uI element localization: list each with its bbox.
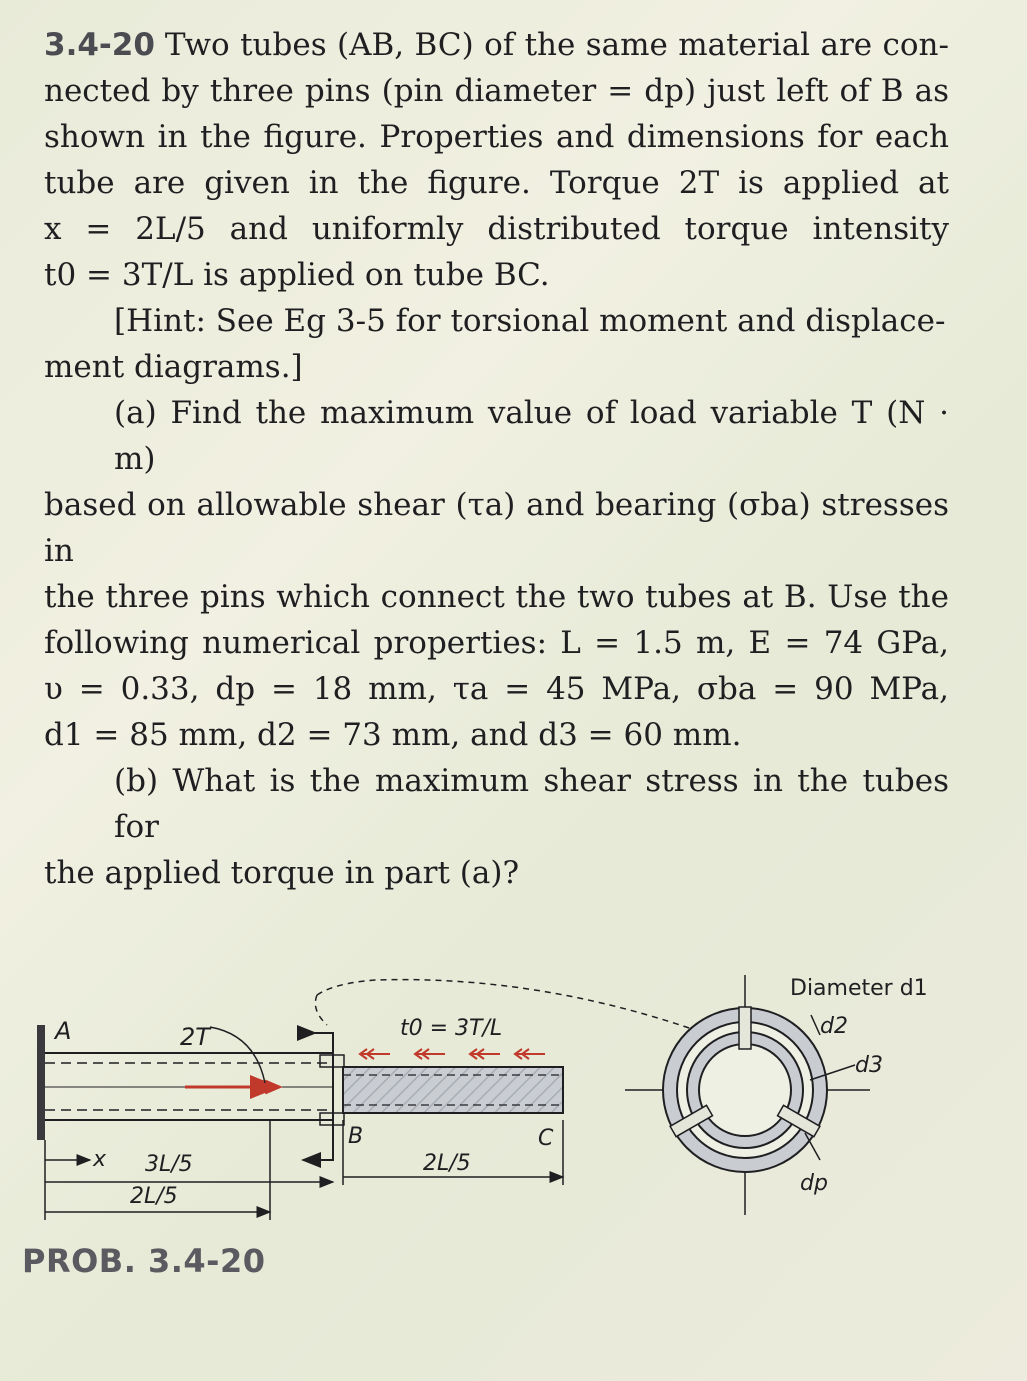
problem-line-1: 3.4-20 Two tubes (AB, BC) of the same material are con- [44,27,949,63]
part-b-line-2: the applied torque in part (a)? [44,855,520,891]
dim-3l5: 3L/5 [145,1152,193,1177]
part-a-line-2: based on allowable shear (τa) and bearing (σba) stresses in [44,487,949,569]
figure-svg [15,955,1015,1275]
label-diameter-d1: Diameter d1 [790,976,928,1001]
problem-line-3: shown in the figure. Properties and dimensions for each [44,119,949,155]
hint-line-2: ment diagrams.] [44,349,303,385]
label-2t: 2T [180,1023,210,1051]
dim-2l5-ab: 2L/5 [130,1184,178,1209]
section-leader [317,980,695,1030]
problem-line-5: x = 2L/5 and uniformly distributed torque intensity [44,211,949,247]
cross-section [625,975,870,1215]
tube-bc [343,1067,563,1113]
label-x: x [93,1147,107,1172]
figure [15,955,1015,1275]
label-d2: d2 [820,1014,848,1039]
dimension-lines [45,1120,563,1220]
section-cut-bottom [303,1120,333,1160]
part-b-line-1: (b) What is the maximum shear stress in the tubes for [114,763,949,845]
label-a: A [55,1017,72,1045]
problem-line-4: tube are given in the figure. Torque 2T is applied at [44,165,949,201]
problem-statement [44,22,949,896]
hint-line-1: [Hint: See Eg 3-5 for torsional moment and displace- [114,303,946,339]
label-dp: dp [800,1171,828,1196]
problem-number: 3.4-20 [44,27,155,63]
part-a-line-1: (a) Find the maximum value of load variable T (N · m) [114,395,949,477]
part-a-line-4: following numerical properties: L = 1.5 m, E = 74 GPa, [44,625,949,661]
label-c: C [538,1126,554,1151]
part-a-line-5: υ = 0.33, dp = 18 mm, τa = 45 MPa, σba = 90 MPa, [44,671,949,707]
wall-support [37,1025,45,1140]
label-b: B [348,1124,364,1149]
figure-caption: PROB. 3.4-20 [22,1242,266,1280]
problem-line-6: t0 = 3T/L is applied on tube BC. [44,257,550,293]
label-t0: t0 = 3T/L [400,1016,503,1041]
part-a-line-6: d1 = 85 mm, d2 = 73 mm, and d3 = 60 mm. [44,717,742,753]
dim-2l5-bc: 2L/5 [423,1151,471,1176]
part-a-line-3: the three pins which connect the two tubes at B. Use the [44,579,949,615]
label-d3: d3 [855,1053,883,1078]
distributed-torque-arrows [360,1049,545,1059]
section-cut-top [315,1033,333,1053]
problem-line-2: nected by three pins (pin diameter = dp) just left of B as [44,73,949,109]
